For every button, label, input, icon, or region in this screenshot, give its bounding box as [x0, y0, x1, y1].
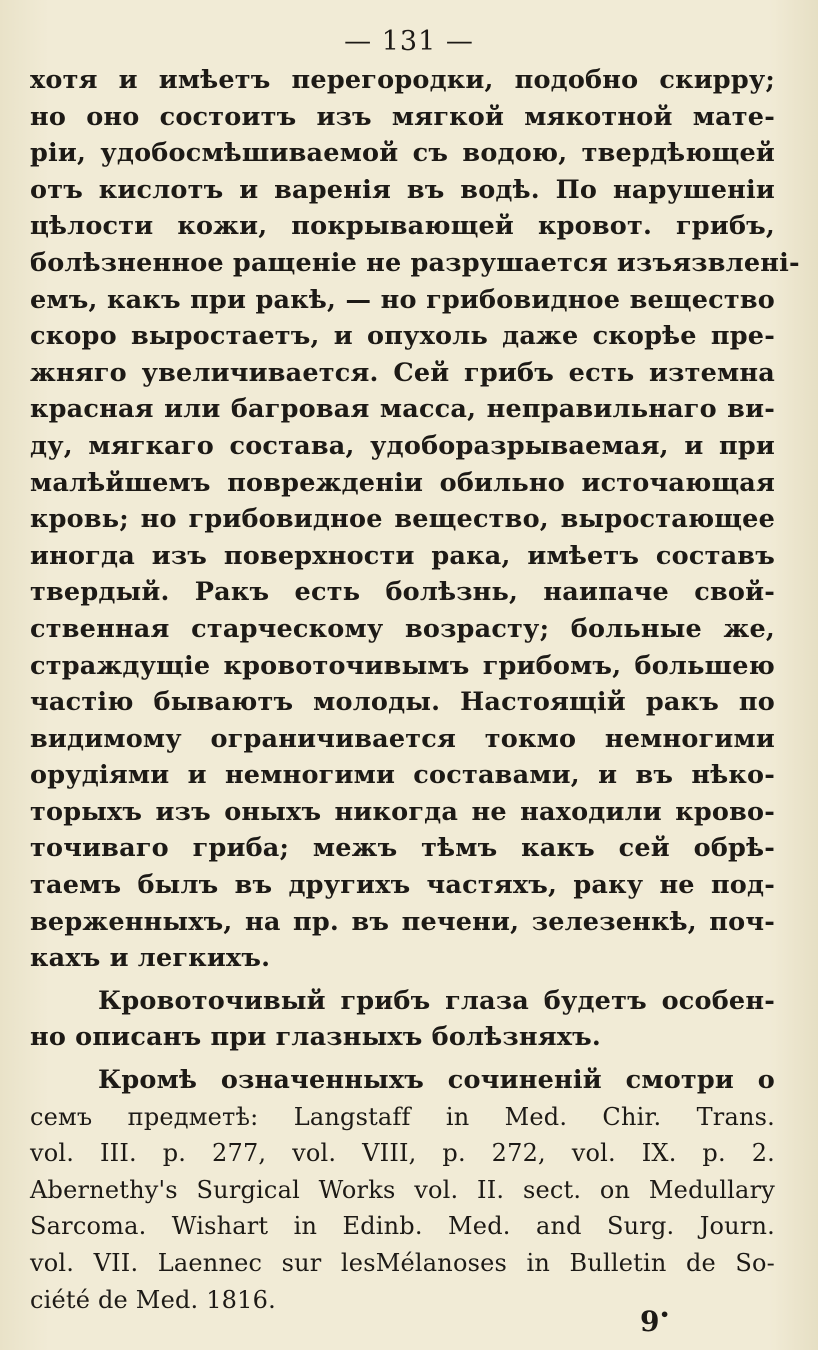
paragraph-2	[30, 983, 775, 1056]
text-line: Abernethy's Surgical Works vol. II. sect. on Medullary	[30, 1175, 775, 1204]
text-line: хотя и имѣетъ перегородки, подобно скирру;	[30, 65, 775, 95]
text-line: скоро выростаетъ, и опухоль даже скорѣе пре-	[30, 321, 775, 352]
text-line: цѣлости кожи, покрывающей кровот. грибъ,	[30, 211, 775, 242]
signature-mark: 9•	[640, 1305, 670, 1338]
text-line: ственная старческому возрасту; больные же,	[30, 613, 775, 644]
text-line: емъ, какъ при ракѣ, — но грибовидное вещество	[30, 284, 775, 315]
text-line: точиваго гриба; межъ тѣмъ какъ сей обрѣ-	[30, 833, 775, 864]
text-line: частiю бываютъ молоды. Настоящiй ракъ по	[30, 687, 775, 718]
page-number: — 131 —	[344, 26, 474, 57]
text-line: орудiями и немногими составами, и въ нѣко-	[30, 760, 775, 791]
text-line: кахъ и легкихъ.	[30, 943, 271, 974]
text-line: отъ кислотъ и варенiя въ водѣ. По нарушенiи	[30, 174, 775, 205]
text-line: семъ предметѣ: Langstaff in Med. Chir. Trans.	[30, 1102, 775, 1131]
text-line: болѣзненное ращенiе не разрушается изъязвленi-	[30, 247, 800, 278]
text-line: видимому ограничивается токмо немногими	[30, 723, 775, 754]
signature-number: 9	[640, 1305, 660, 1338]
text-line: твердый. Ракъ есть болѣзнь, наипаче свой-	[30, 577, 775, 608]
text-line: красная или багровая масса, неправильнаго ви-	[30, 394, 775, 425]
text-line: Sarcoma. Wishart in Edinb. Med. and Surg. Journ.	[30, 1212, 775, 1241]
text-line: страждущiе кровоточивымъ грибомъ, большею	[30, 650, 775, 681]
paragraph-1	[30, 62, 800, 977]
text-line: таемъ былъ въ другихъ частяхъ, раку не под-	[30, 870, 775, 901]
text-line: vol. VII. Laennec sur lesMélanoses in Bulletin de So-	[30, 1249, 775, 1277]
text-line: ду, мягкаго состава, удоборазрываемая, и при	[30, 430, 775, 461]
text-line: Кромѣ означенныхъ сочиненiй смотри о	[98, 1065, 775, 1096]
text-line: торыхъ изъ оныхъ никогда не находили крово-	[30, 796, 775, 827]
text-line: но оно состоитъ изъ мягкой мякотной мате-	[30, 101, 775, 132]
paragraph-3-references	[30, 1062, 775, 1318]
body-text	[30, 62, 800, 1318]
text-line: Кровоточивый грибъ глаза будетъ особен-	[98, 985, 775, 1016]
text-line: иногда изъ поверхности рака, имѣетъ составъ	[30, 540, 775, 571]
text-line: ciété de Med. 1816.	[30, 1285, 276, 1314]
text-line: но описанъ при глазныхъ болѣзняхъ.	[30, 1022, 601, 1053]
text-line: кровь; но грибовидное вещество, выростающее	[30, 504, 775, 535]
text-line: малѣйшемъ поврежденiи обильно источающая	[30, 467, 775, 498]
text-line: жняго увеличивается. Сей грибъ есть изтемна	[30, 357, 775, 388]
text-line: рiи, удобосмѣшиваемой съ водою, твердѣющей	[30, 138, 775, 169]
text-line: vol. III. p. 277, vol. VIII, p. 272, vol. IX. p. 2.	[30, 1139, 775, 1168]
text-line: верженныхъ, на пр. въ печени, зелезенкѣ, поч-	[30, 906, 775, 937]
